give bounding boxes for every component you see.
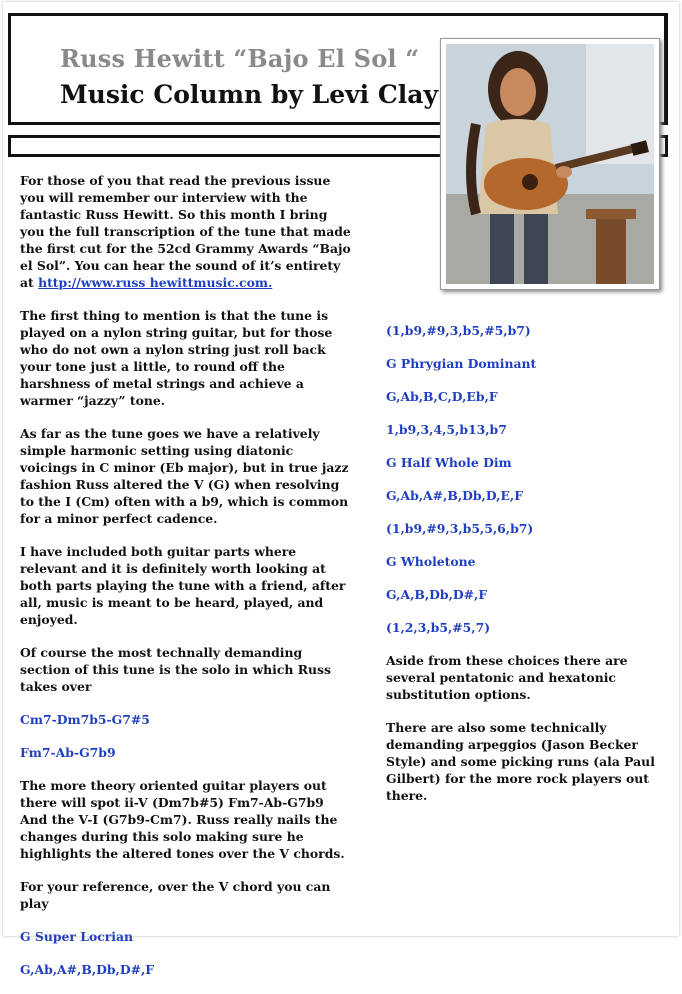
scale-super-locrian-name: G Super Locrian <box>20 929 134 944</box>
arpeggios-paragraph: There are also some technically demanding arpeggios (Jason Becker Style) and some picking runs (ala Paul Gilbert) for the more rock players out there. <box>386 720 655 803</box>
chord-progression-1: Cm7-Dm7b5-G7#5 <box>20 712 150 727</box>
nylon-guitar-paragraph: The first thing to mention is that the tune is played on a nylon string guitar, but for those who do not own a nylon string just roll back your tone just a little, to round off the harshness of metal strings and achieve a warmer “jazzy” tone. <box>20 308 333 408</box>
scale-super-locrian-notes: G,Ab,A#,B,Db,D#,F <box>20 962 155 977</box>
scale-half-whole-dim-notes: G,Ab,A#,B,Db,D,E,F <box>386 488 524 503</box>
page-title-column: Music Column by Levi Clay <box>60 80 438 109</box>
scale-wholetone-notes: G,A,B,Db,D#,F <box>386 587 488 602</box>
right-column <box>386 322 666 820</box>
left-column <box>20 172 352 994</box>
photo-frame <box>440 38 660 290</box>
musician-photo <box>446 44 654 284</box>
scale-super-locrian-formula: (1,b9,#9,3,b5,#5,b7) <box>386 323 531 338</box>
website-link[interactable]: http://www.russ hewittmusic.com. <box>38 275 273 290</box>
intro-text: For those of you that read the previous issue you will remember our interview with the fantastic Russ Hewitt. So this month I bring you the full transcription of the tune that made the first cut for the 52cd Grammy Awards “Bajo el Sol”. You can hear the sound of it’s entirety at <box>20 173 351 290</box>
guitar-parts-paragraph: I have included both guitar parts where relevant and it is definitely worth looking at both parts playing the tune with a friend, after all, music is meant to be heard, played, and enjoyed. <box>20 544 346 627</box>
intro-paragraph <box>20 172 352 291</box>
chord-progression-2: Fm7-Ab-G7b9 <box>20 745 116 760</box>
scale-half-whole-dim-formula: (1,b9,#9,3,b5,5,6,b7) <box>386 521 534 536</box>
page-title-artist: Russ Hewitt “Bajo El Sol “ <box>60 44 420 73</box>
scale-phrygian-dominant-formula: 1,b9,3,4,5,b13,b7 <box>386 422 507 437</box>
scale-wholetone-formula: (1,2,3,b5,#5,7) <box>386 620 491 635</box>
theory-paragraph: The more theory oriented guitar players out there will spot ii-V (Dm7b#5) Fm7-Ab-G7b9 And the V-I (G7b9-Cm7). Russ really nails the changes during this solo making sure he highlights the altered tones over the V chords. <box>20 778 345 861</box>
solo-intro-paragraph: Of course the most technally demanding section of this tune is the solo in which Russ takes over <box>20 645 331 694</box>
reference-paragraph: For your reference, over the V chord you can play <box>20 879 331 911</box>
scale-wholetone-name: G Wholetone <box>386 554 476 569</box>
harmony-paragraph: As far as the tune goes we have a relatively simple harmonic setting using diatonic voicings in C minor (Eb major), but in true jazz fashion Russ altered the V (G) when resolving to the I (Cm) often with a b9, which is common for a minor perfect cadence. <box>20 426 349 526</box>
substitution-paragraph: Aside from these choices there are several pentatonic and hexatonic substitution options. <box>386 653 628 702</box>
musician-image-icon <box>446 44 654 284</box>
scale-phrygian-dominant-notes: G,Ab,B,C,D,Eb,F <box>386 389 498 404</box>
scale-half-whole-dim-name: G Half Whole Dim <box>386 455 512 470</box>
scale-phrygian-dominant-name: G Phrygian Dominant <box>386 356 537 371</box>
